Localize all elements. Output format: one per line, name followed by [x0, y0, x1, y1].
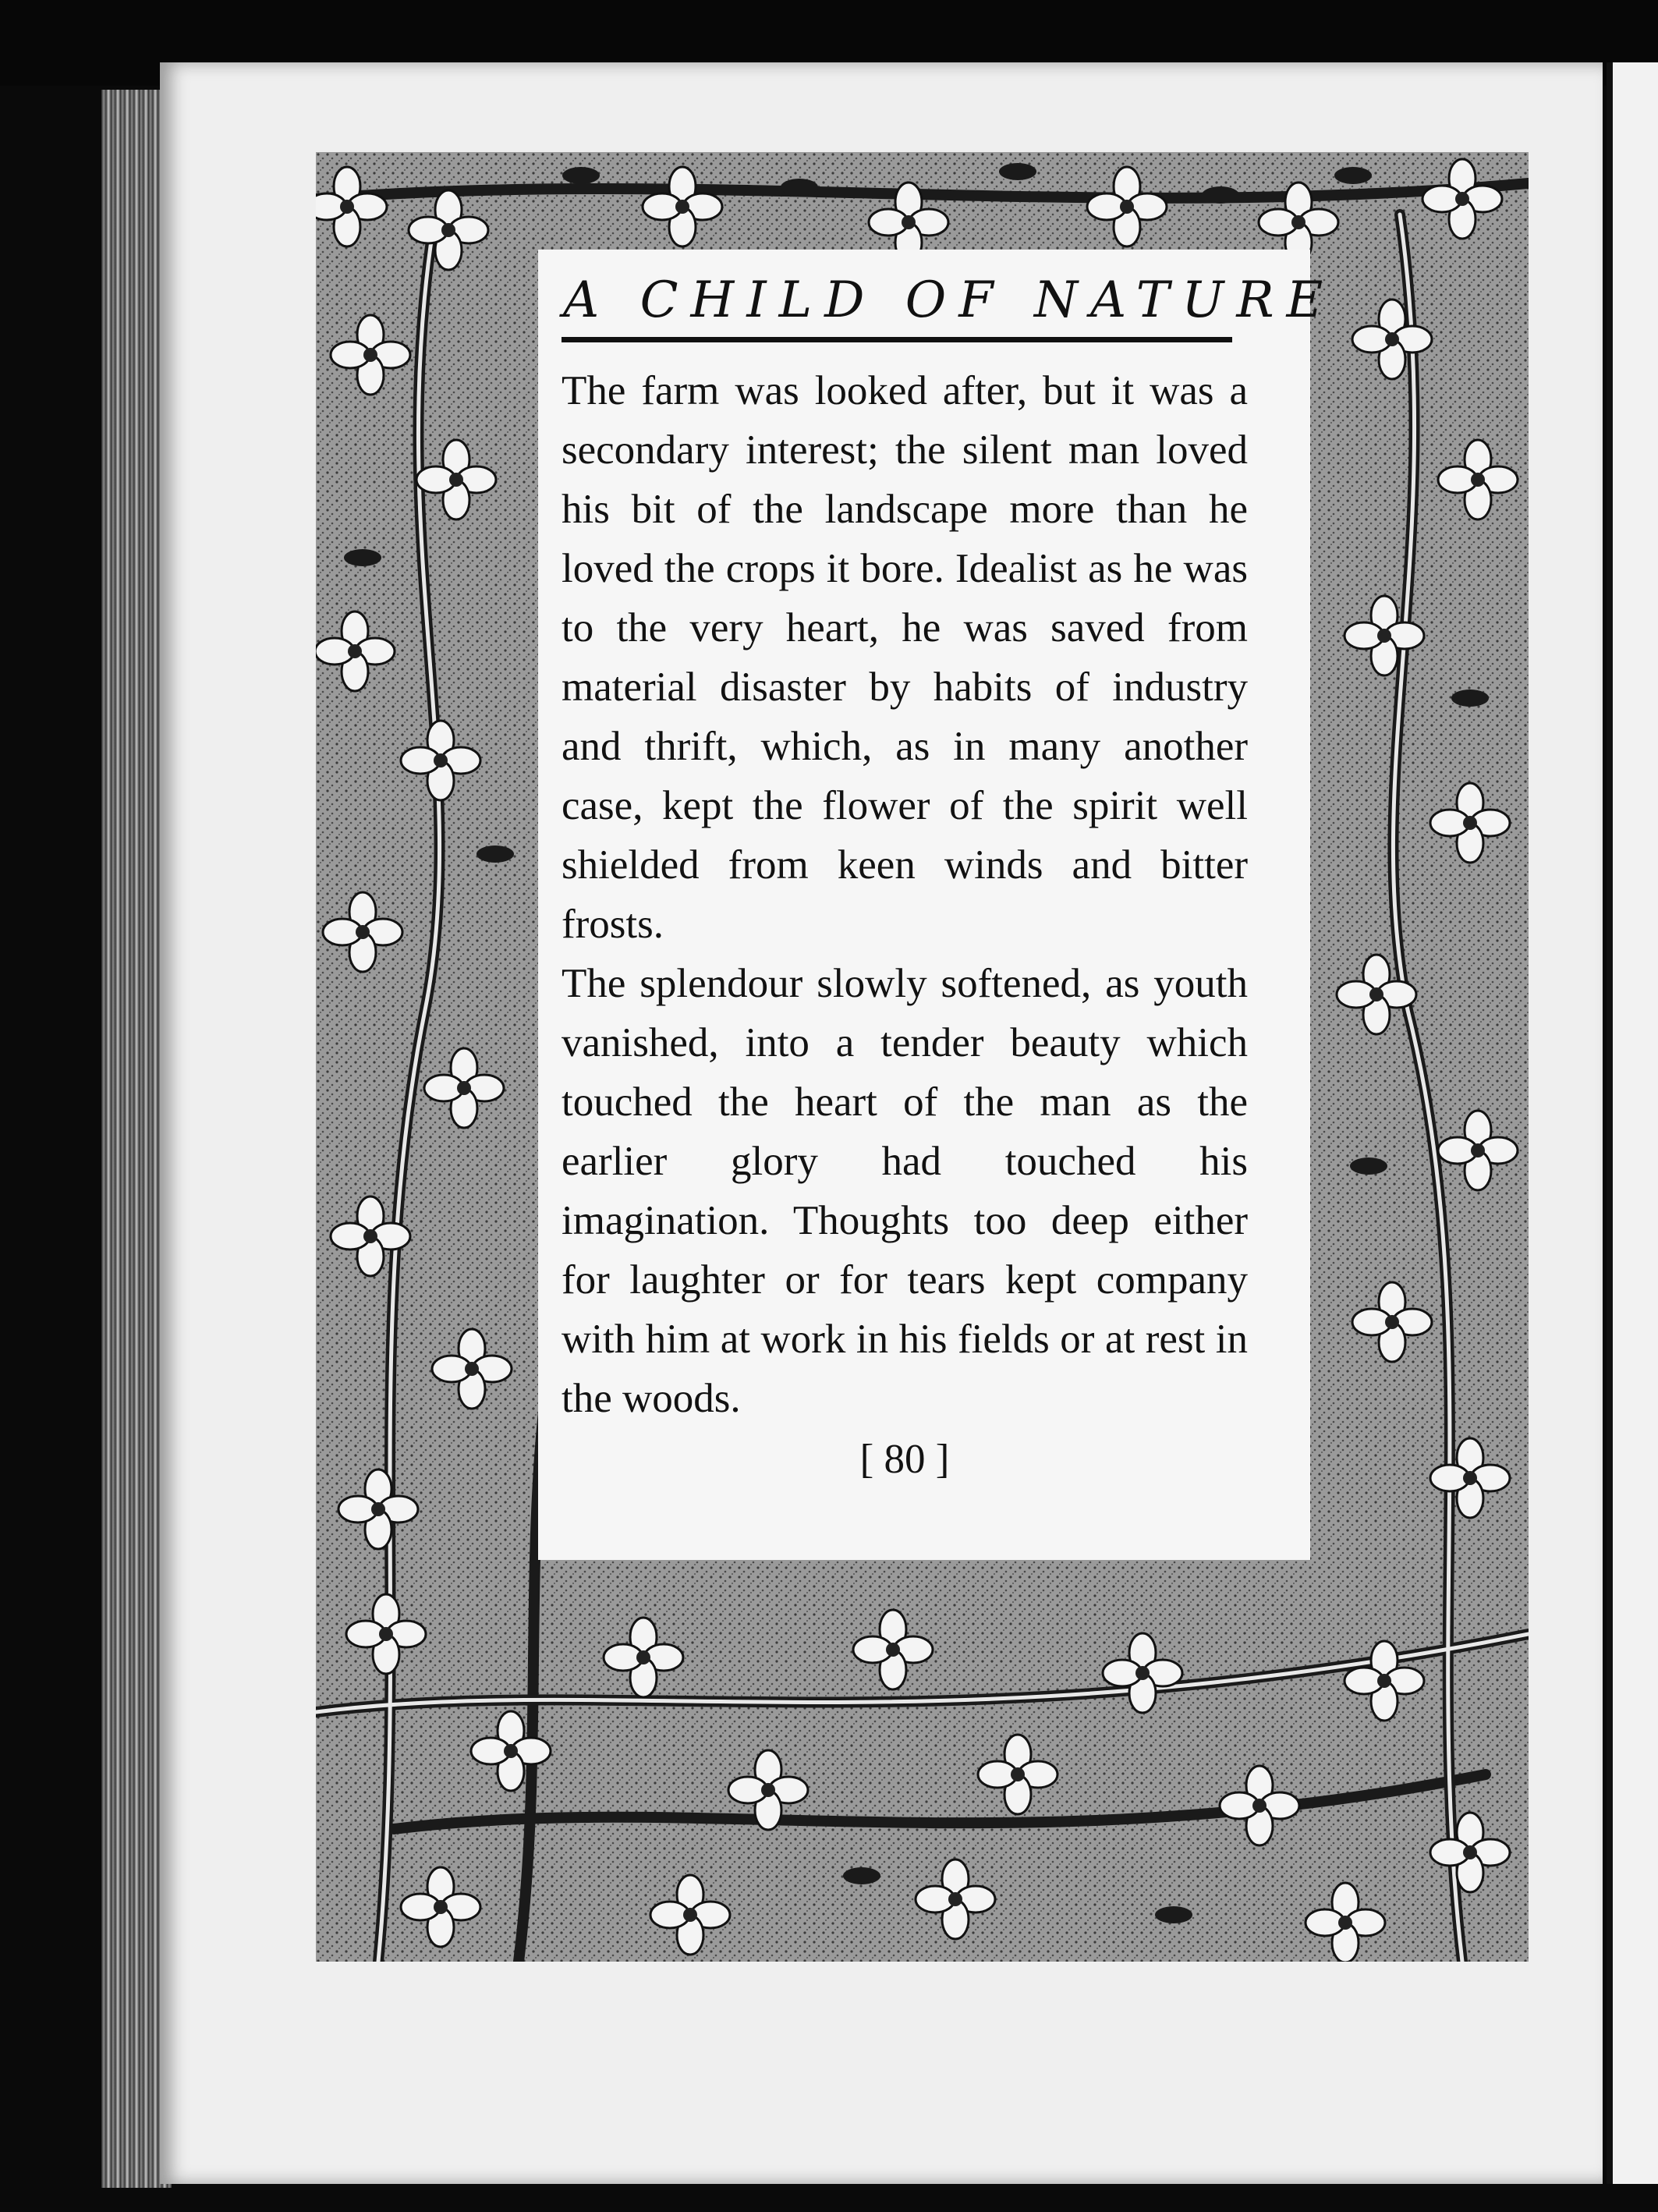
text-panel [538, 250, 1336, 1560]
paragraph-1: The farm was looked after, but it was a secondary interest; the silent man loved his bit of the landscape more than he loved the crops it bore. Idealist as he was to the very heart, he was saved from material disaster by habits of industry and thrift, which, as in many another case, kept the flower of the spirit well shielded from keen winds and bitter frosts. [562, 368, 1248, 947]
paragraph-2: The splendour slowly softened, as youth vanished, into a tender beauty which touched the heart of the man as the earlier glory had touched his imagination. Thoughts too deep either for laughter or for tears kept company with him at work in his fields or at rest in the woods. [562, 961, 1248, 1421]
adjacent-page-edge [1607, 62, 1658, 2184]
title-rule [562, 337, 1232, 342]
page-number: [ 80 ] [859, 1437, 950, 1482]
running-title: A CHILD OF NATURE [563, 271, 1336, 329]
